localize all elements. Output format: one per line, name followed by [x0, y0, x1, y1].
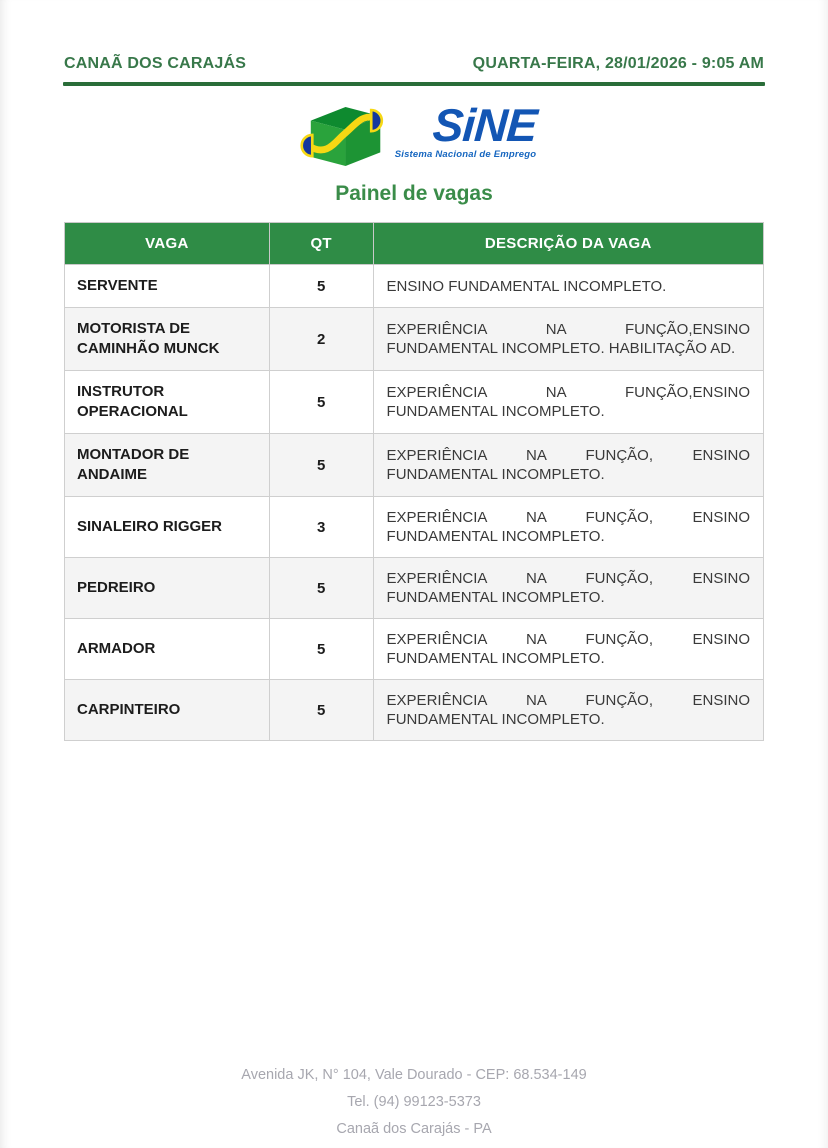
table-row [65, 371, 764, 434]
desc-line: FUNDAMENTAL INCOMPLETO. [386, 403, 605, 420]
page-title: Painel de vagas [335, 182, 493, 205]
desc-line: FUNDAMENTAL INCOMPLETO. HABILITAÇÃO AD. [386, 340, 736, 357]
desc-line: EXPERIÊNCIA NA FUNÇÃO, ENSINO [386, 509, 750, 526]
desc-line: EXPERIÊNCIA NA FUNÇÃO, ENSINO [386, 692, 750, 709]
desc-line: EXPERIÊNCIA NA FUNÇÃO,ENSINO [386, 384, 750, 401]
desc-cell [373, 434, 763, 497]
vaga-cell: SINALEIRO RIGGER [65, 497, 270, 558]
table-row [65, 619, 764, 680]
table-header-row [65, 223, 764, 265]
footer-address: Avenida JK, N° 104, Vale Dourado - CEP: 68.534-149 [241, 1067, 587, 1083]
vaga-cell: MOTORISTA DE CAMINHÃO MUNCK [65, 308, 270, 371]
vaga-cell: SERVENTE [65, 265, 270, 308]
desc-line: FUNDAMENTAL INCOMPLETO. [386, 589, 605, 606]
table-row [65, 434, 764, 497]
desc-line: ENSINO FUNDAMENTAL INCOMPLETO. [386, 277, 667, 295]
footer [0, 1062, 828, 1143]
app-header [64, 0, 764, 73]
table-row [65, 308, 764, 371]
vaga-cell: ARMADOR [65, 619, 270, 680]
vacancy-table [64, 222, 764, 741]
vaga-cell: CARPINTEIRO [65, 680, 270, 741]
qt-cell: 5 [269, 680, 373, 741]
header-rule [63, 82, 765, 86]
location-title: CANAÃ DOS CARAJÁS [64, 55, 247, 72]
desc-line: EXPERIÊNCIA NA FUNÇÃO, ENSINO [386, 570, 750, 587]
qt-cell: 3 [269, 497, 373, 558]
qt-cell: 2 [269, 308, 373, 371]
desc-line: EXPERIÊNCIA NA FUNÇÃO, ENSINO [386, 447, 750, 464]
table-row [65, 497, 764, 558]
desc-cell [373, 619, 763, 680]
vacancy-table-body [65, 265, 764, 741]
column-header-vaga: VAGA [65, 223, 270, 265]
qt-cell: 5 [269, 265, 373, 308]
qt-cell: 5 [269, 619, 373, 680]
desc-cell [373, 371, 763, 434]
column-header-descricao: DESCRIÇÃO DA VAGA [373, 223, 763, 265]
vacancy-table-head [65, 223, 764, 265]
sine-wordmark: SiNE [431, 99, 539, 151]
desc-line: FUNDAMENTAL INCOMPLETO. [386, 528, 605, 545]
desc-cell [373, 308, 763, 371]
vaga-cell: MONTADOR DE ANDAIME [65, 434, 270, 497]
vaga-cell: PEDREIRO [65, 558, 270, 619]
desc-line: FUNDAMENTAL INCOMPLETO. [386, 650, 605, 667]
desc-line: EXPERIÊNCIA NA FUNÇÃO,ENSINO [386, 321, 750, 338]
desc-cell [373, 680, 763, 741]
table-row [65, 558, 764, 619]
footer-phone: Tel. (94) 99123-5373 [347, 1094, 481, 1110]
column-header-qt: QT [269, 223, 373, 265]
desc-line: FUNDAMENTAL INCOMPLETO. [386, 466, 605, 483]
desc-cell [373, 558, 763, 619]
qt-cell: 5 [269, 371, 373, 434]
desc-cell [373, 497, 763, 558]
sine-logo [0, 101, 828, 169]
datetime-text: QUARTA-FEIRA, 28/01/2026 - 9:05 AM [472, 55, 764, 72]
footer-city: Canaã dos Carajás - PA [336, 1121, 492, 1137]
sine-logo-text [395, 101, 537, 160]
sine-tagline: Sistema Nacional de Emprego [394, 149, 537, 160]
desc-line: FUNDAMENTAL INCOMPLETO. [386, 711, 605, 728]
sine-flag-cube-icon [292, 101, 390, 169]
table-row [65, 680, 764, 741]
vaga-cell: INSTRUTOR OPERACIONAL [65, 371, 270, 434]
table-row [65, 265, 764, 308]
qt-cell: 5 [269, 558, 373, 619]
desc-cell [373, 265, 763, 308]
desc-line: EXPERIÊNCIA NA FUNÇÃO, ENSINO [386, 631, 750, 648]
qt-cell: 5 [269, 434, 373, 497]
